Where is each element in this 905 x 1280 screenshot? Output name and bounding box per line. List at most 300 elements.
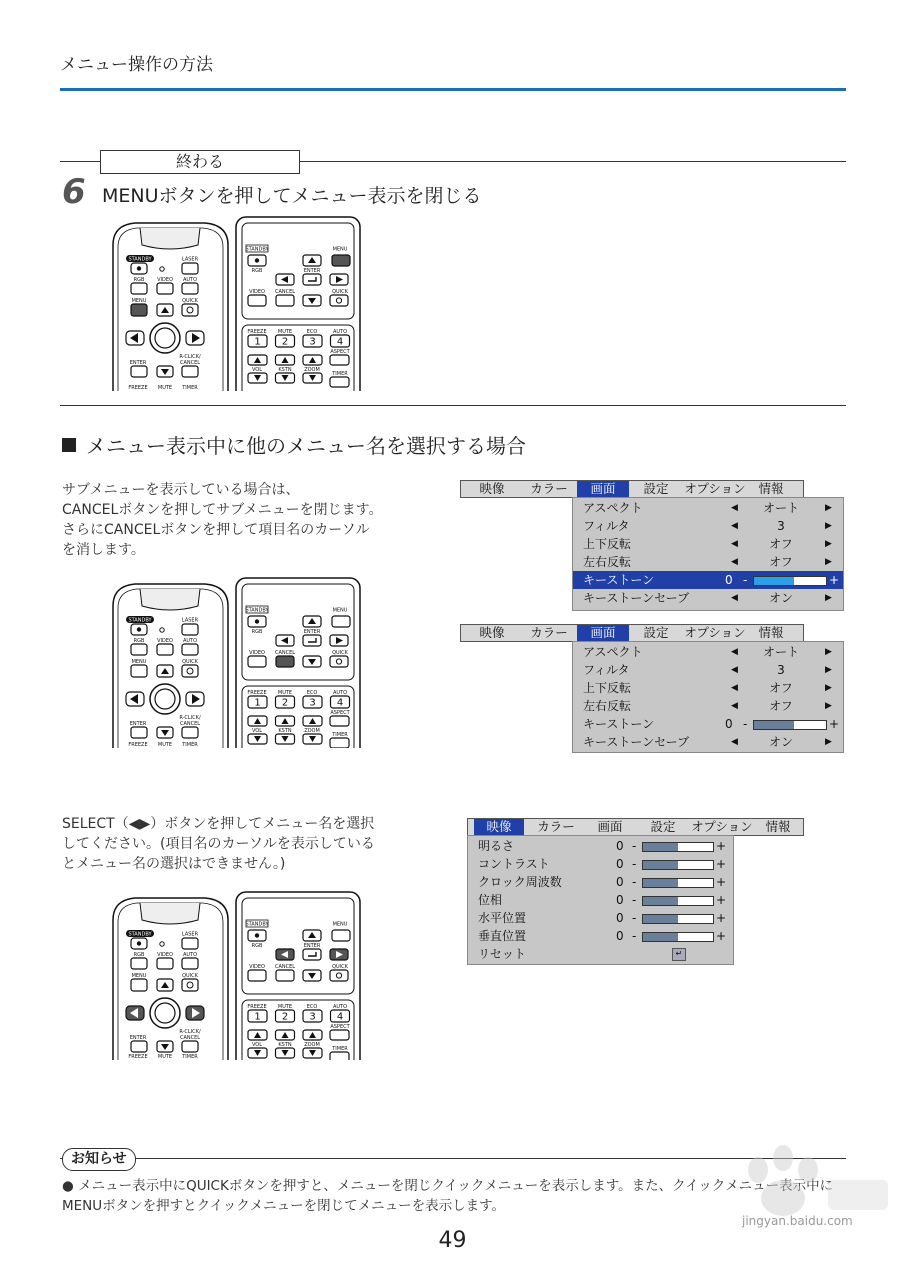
menu-row	[573, 553, 843, 571]
minus-icon: -	[632, 893, 637, 907]
arrow-left-icon: ◀	[731, 701, 738, 711]
remote-label: STANDBY	[245, 921, 269, 928]
remote-label: QUICK	[182, 659, 198, 665]
menu-row	[468, 891, 733, 909]
remote-label: QUICK	[332, 650, 348, 656]
menu-tab: 映像	[479, 481, 505, 496]
ir-window-icon	[140, 228, 200, 249]
arrow-right-icon: ▶	[825, 521, 832, 531]
menu-tab: 情報	[765, 819, 791, 834]
card-quick-button	[330, 295, 348, 306]
menu-tab: オプション	[684, 481, 746, 496]
card-cancel-button	[276, 295, 294, 306]
enter-lower-button	[131, 1041, 147, 1052]
arrow-left-icon: ◀	[731, 683, 738, 693]
remote-label: MUTE	[277, 329, 293, 335]
paragraph-line: CANCELボタンを押してサブメニューを閉じます。	[62, 502, 383, 518]
menu-tab: 映像	[474, 819, 524, 835]
menu-row-value: オフ	[769, 699, 793, 713]
menu-tab: 設定	[650, 819, 676, 834]
remote-label: RGB	[251, 943, 263, 949]
quick-button	[182, 665, 198, 677]
menu-row-value: オン	[768, 735, 793, 749]
menu-row	[573, 733, 843, 751]
menu-row-label: キーストーン	[583, 573, 655, 587]
remote-label: ASPECT	[330, 710, 350, 716]
card-number-label: 1	[254, 336, 261, 348]
section-title-text: メニュー表示中に他のメニュー名を選択する場合	[86, 434, 526, 458]
remote-label: FREEZE	[247, 690, 267, 696]
slider-track	[642, 932, 714, 942]
card-menu-button	[332, 255, 350, 266]
remote-label: AUTO	[182, 952, 198, 958]
auto-button	[182, 958, 198, 969]
remote-label: ECO	[306, 690, 318, 696]
card-number-label: 2	[281, 1011, 289, 1023]
remote-label: MUTE	[157, 1054, 173, 1060]
menu-row-value: オフ	[769, 555, 793, 569]
video-button	[157, 283, 173, 294]
menu-row-label: クロック周波数	[478, 875, 562, 889]
minus-icon: -	[632, 839, 637, 853]
remote-label: STANDBY	[128, 617, 152, 624]
remote-label: VOL	[251, 1042, 263, 1048]
minus-icon: -	[632, 857, 637, 871]
arrow-right-icon: ▶	[825, 647, 832, 657]
remote-label: FREEZE	[128, 385, 148, 391]
notice-badge: お知らせ	[62, 1148, 136, 1171]
remote-label: QUICK	[182, 973, 198, 979]
menu-tab: 設定	[643, 481, 669, 496]
remote-label: R-CLICK/	[179, 354, 201, 360]
remote-label: TIMER	[332, 732, 348, 738]
card-standby-dot-icon	[255, 258, 259, 262]
menu-tab: カラー	[530, 625, 568, 640]
card-cancel-button	[276, 656, 294, 667]
slider-track	[642, 860, 714, 870]
card-quick-button	[330, 656, 348, 667]
minus-icon: -	[743, 573, 748, 587]
menu-row	[573, 517, 843, 535]
menu-row-label: 左右反転	[583, 699, 632, 713]
remote-label: FREEZE	[128, 742, 148, 748]
arrow-left-icon: ◀	[731, 665, 738, 675]
enter-lower-button	[131, 366, 147, 377]
plus-icon: +	[829, 573, 840, 587]
remote-label: AUTO	[332, 690, 348, 696]
menu-row-label: 明るさ	[478, 839, 515, 853]
remote-label: MENU	[131, 973, 147, 979]
menu-row-label: キーストーンセーブ	[583, 735, 690, 749]
enter-button	[155, 689, 175, 709]
remote-label: FREEZE	[128, 1054, 148, 1060]
menu-row-label: アスペクト	[583, 501, 643, 515]
plus-icon: +	[716, 839, 727, 853]
remote-label: ASPECT	[330, 349, 350, 355]
remote-label: VIDEO	[157, 952, 173, 958]
card-menu-button	[332, 616, 350, 627]
card-enter-button	[303, 635, 321, 646]
remote-label: ENTER	[129, 1035, 147, 1041]
arrow-left-icon: ◀	[731, 557, 738, 567]
enter-button	[155, 328, 175, 348]
card-cancel-button	[276, 970, 294, 981]
minus-icon: -	[743, 717, 748, 731]
card-number-label: 3	[309, 697, 316, 709]
menu-tab: 情報	[758, 481, 784, 496]
menu-row-number: 0	[725, 717, 733, 731]
remote-label: CANCEL	[274, 650, 296, 656]
page-header-title: メニュー操作の方法	[60, 55, 213, 75]
auto-button	[182, 644, 198, 655]
menu-tab: カラー	[537, 819, 575, 834]
remote-label: STANDBY	[128, 256, 152, 263]
card-video-button	[248, 295, 266, 306]
menu-row-label: アスペクト	[583, 645, 643, 659]
menu-row	[573, 589, 843, 607]
screen-submenu-2	[572, 641, 844, 753]
rclick-button	[182, 727, 198, 738]
arrow-left-icon: ◀	[731, 539, 738, 549]
menu-row	[573, 697, 843, 715]
section-rule	[60, 405, 846, 406]
slider-track	[642, 842, 714, 852]
remote-label: MENU	[131, 659, 147, 665]
remote-label: LASER	[181, 617, 199, 624]
arrow-right-icon: ▶	[825, 539, 832, 549]
remote-label: ENTER	[303, 629, 321, 635]
menu-row	[468, 873, 733, 891]
remote-label: FREEZE	[247, 1004, 267, 1010]
card-video-button	[248, 656, 266, 667]
remote-label: QUICK	[332, 289, 348, 295]
paragraph-line: さらにCANCELボタンを押して項目名のカーソル	[62, 522, 370, 538]
menu-row	[573, 661, 843, 679]
remote-label: RGB	[251, 629, 263, 635]
menu-bar-2	[460, 624, 804, 642]
menu-tab: オプション	[691, 819, 753, 834]
remote-label: ECO	[306, 329, 318, 335]
menu-row	[468, 927, 733, 945]
remote-label: AUTO	[332, 1004, 348, 1010]
arrow-right-icon: ▶	[825, 683, 832, 693]
header-rule	[60, 88, 846, 91]
menu-row-label: コントラスト	[478, 857, 550, 871]
menu-row-value: オート	[762, 501, 799, 515]
remote-label: CANCEL	[179, 721, 201, 727]
remote-label: STANDBY	[128, 931, 152, 938]
remote-label: R-CLICK/	[179, 715, 201, 721]
page-number: 49	[438, 1228, 467, 1253]
remote-label: VOL	[251, 728, 263, 734]
remote-label: TIMER	[332, 371, 348, 377]
menu-row-label: 左右反転	[583, 555, 632, 569]
menu-row-number: 0	[725, 573, 733, 587]
menu-tab: 設定	[643, 625, 669, 640]
menu-row-label: リセット	[478, 947, 526, 961]
rclick-button	[182, 1041, 198, 1052]
menu-row	[573, 571, 843, 589]
arrow-left-icon: ◀	[731, 503, 738, 513]
remote-label: VIDEO	[249, 964, 265, 970]
menu-tab: 画面	[577, 481, 629, 497]
plus-icon: +	[716, 893, 727, 907]
auto-button	[182, 283, 198, 294]
arrow-left-icon: ◀	[731, 737, 738, 747]
paragraph-line: を消します。	[62, 542, 145, 558]
card-number-label: 1	[254, 697, 261, 709]
menu-button	[131, 979, 147, 991]
card-timer-button	[330, 377, 349, 387]
remote-label: TIMER	[182, 1054, 198, 1060]
arrow-right-icon: ▶	[825, 737, 832, 747]
remote-label: MENU	[131, 298, 147, 304]
menu-tab: カラー	[530, 481, 568, 496]
slider-fill	[643, 861, 678, 869]
arrow-right-icon: ▶	[825, 503, 832, 513]
remote-label: VIDEO	[157, 277, 173, 283]
card-timer-button	[330, 1052, 349, 1060]
card-aspect-button	[330, 1030, 349, 1040]
plus-icon: +	[716, 857, 727, 871]
card-standby-dot-icon	[255, 619, 259, 623]
menu-tab: 映像	[479, 625, 505, 640]
ir-window-icon	[140, 903, 200, 924]
menu-row-label: 上下反転	[583, 537, 632, 551]
menu-row	[573, 643, 843, 661]
slider-track	[753, 720, 827, 730]
minus-icon: -	[632, 911, 637, 925]
card-standby-dot-icon	[255, 933, 259, 937]
menu-row-number: 0	[616, 929, 624, 943]
remote-label: VIDEO	[157, 638, 173, 644]
arrow-left-icon: ◀	[731, 593, 738, 603]
remote-label: ECO	[306, 1004, 318, 1010]
menu-row-label: 位相	[478, 893, 503, 907]
image-submenu	[467, 835, 734, 965]
remote-label: MENU	[332, 246, 348, 253]
card-number-label: 4	[336, 336, 344, 348]
menu-row	[573, 535, 843, 553]
remote-label: VOL	[251, 367, 263, 373]
remote-illustration-2	[110, 576, 362, 748]
remote-label: FREEZE	[247, 329, 267, 335]
remote-label: LASER	[181, 931, 199, 938]
remote-illustration-3	[110, 890, 362, 1060]
menu-tab: オプション	[684, 625, 746, 640]
rgb-button	[131, 283, 147, 294]
menu-row-value: オフ	[769, 537, 793, 551]
remote-label: TIMER	[332, 1046, 348, 1052]
ir-window-icon	[140, 589, 200, 610]
video-button	[157, 644, 173, 655]
card-menu-button	[332, 930, 350, 941]
quick-button	[182, 979, 198, 991]
card-number-label: 3	[309, 1011, 316, 1023]
menu-row-label: フィルタ	[583, 663, 630, 677]
menu-row-number: 0	[616, 911, 624, 925]
paragraph-line: SELECT（◀▶）ボタンを押してメニュー名を選択	[62, 816, 375, 832]
arrow-right-icon: ▶	[825, 593, 832, 603]
menu-row	[468, 945, 733, 963]
menu-button	[131, 304, 147, 316]
remote-label: ENTER	[303, 943, 321, 949]
rgb-button	[131, 644, 147, 655]
enter-icon: ↵	[672, 948, 686, 961]
remote-label: ZOOM	[304, 728, 320, 734]
arrow-right-icon: ▶	[825, 665, 832, 675]
remote-label: RGB	[133, 952, 145, 958]
remote-label: RGB	[133, 277, 145, 283]
remote-label: CANCEL	[274, 289, 296, 295]
card-quick-button	[330, 970, 348, 981]
slider-fill	[643, 915, 678, 923]
paragraph-line: してください。(項目名のカーソルを表示している	[62, 836, 375, 852]
menu-row-number: 0	[616, 893, 624, 907]
menu-row-value: 3	[777, 519, 785, 533]
remote-label: VIDEO	[249, 289, 265, 295]
menu-row	[468, 855, 733, 873]
remote-label: CANCEL	[179, 360, 201, 366]
standby-dot-icon	[137, 266, 141, 270]
screen-submenu-1	[572, 497, 844, 611]
remote-label: MUTE	[157, 385, 173, 391]
remote-label: KSTN	[278, 367, 292, 373]
menu-row-value: 3	[777, 663, 785, 677]
remote-label: AUTO	[332, 329, 348, 335]
rgb-button	[131, 958, 147, 969]
section-title	[62, 430, 526, 459]
menu-button	[131, 665, 147, 677]
remote-label: QUICK	[182, 298, 198, 304]
menu-row-label: キーストーン	[583, 717, 655, 731]
menu-row-label: フィルタ	[583, 519, 630, 533]
remote-illustration-1	[110, 215, 362, 391]
led-icon	[160, 942, 164, 946]
remote-label: MENU	[332, 921, 348, 928]
laser-button	[182, 624, 198, 635]
rclick-button	[182, 366, 198, 377]
card-number-label: 1	[254, 1011, 261, 1023]
led-icon	[160, 267, 164, 271]
enter-button	[155, 1003, 175, 1023]
standby-dot-icon	[137, 627, 141, 631]
remote-label: VIDEO	[249, 650, 265, 656]
remote-label: RGB	[251, 268, 263, 274]
slider-fill	[754, 721, 794, 729]
card-number-label: 3	[309, 336, 316, 348]
remote-label: TIMER	[182, 385, 198, 391]
remote-label: STANDBY	[245, 246, 269, 253]
paragraph-line: とメニュー名の選択はできません。)	[62, 856, 286, 872]
paragraph-line: サブメニューを表示している場合は、	[62, 482, 300, 498]
card-enter-button	[303, 949, 321, 960]
slider-fill	[643, 843, 678, 851]
menu-tab: 情報	[758, 625, 784, 640]
menu-row-value: オート	[762, 645, 799, 659]
paragraph-select	[62, 814, 375, 874]
plus-icon: +	[829, 717, 840, 731]
remote-label: ASPECT	[330, 1024, 350, 1030]
arrow-right-icon: ▶	[825, 701, 832, 711]
remote-label: QUICK	[332, 964, 348, 970]
baidu-paw-watermark-icon	[728, 1140, 898, 1250]
standby-dot-icon	[137, 941, 141, 945]
menu-row	[573, 715, 843, 733]
remote-label: CANCEL	[274, 964, 296, 970]
remote-label: LASER	[181, 256, 199, 263]
paragraph-cancel	[62, 480, 383, 560]
card-number-label: 4	[336, 697, 344, 709]
square-bullet-icon	[62, 438, 76, 452]
menu-row-label: 垂直位置	[478, 929, 527, 943]
card-video-button	[248, 970, 266, 981]
menu-row	[573, 499, 843, 517]
slider-fill	[643, 933, 678, 941]
menu-bar-3	[467, 818, 804, 836]
quick-button	[182, 304, 198, 316]
menu-bar-1	[460, 480, 804, 498]
remote-label: RGB	[133, 638, 145, 644]
remote-label: MUTE	[157, 742, 173, 748]
led-icon	[160, 628, 164, 632]
arrow-left-icon: ◀	[731, 521, 738, 531]
remote-label: KSTN	[278, 1042, 292, 1048]
remote-label: R-CLICK/	[179, 1029, 201, 1035]
remote-label: AUTO	[182, 277, 198, 283]
notice-text: ● メニュー表示中にQUICKボタンを押すと、メニューを閉じクイックメニューを表示します。また、クイックメニュー表示中にMENUボタンを押すとクイックメニューを閉じてメニューを表示します。	[62, 1178, 834, 1214]
slider-fill	[643, 879, 678, 887]
menu-row	[573, 679, 843, 697]
menu-row-label: 水平位置	[478, 911, 527, 925]
remote-label: ZOOM	[304, 367, 320, 373]
watermark-text: jingyan.baidu.com	[742, 1214, 853, 1228]
remote-label: KSTN	[278, 728, 292, 734]
remote-label: MUTE	[277, 690, 293, 696]
menu-tab: 画面	[597, 819, 623, 834]
menu-tab: 画面	[577, 625, 629, 641]
step-number: 6	[62, 172, 86, 212]
video-button	[157, 958, 173, 969]
card-aspect-button	[330, 716, 349, 726]
minus-icon: -	[632, 929, 637, 943]
menu-row-value: オフ	[769, 681, 793, 695]
menu-row-number: 0	[616, 875, 624, 889]
remote-label: ZOOM	[304, 1042, 320, 1048]
remote-label: ENTER	[129, 360, 147, 366]
enter-lower-button	[131, 727, 147, 738]
slider-track	[642, 878, 714, 888]
card-aspect-button	[330, 355, 349, 365]
remote-label: AUTO	[182, 638, 198, 644]
remote-label: MENU	[332, 607, 348, 614]
menu-row-number: 0	[616, 839, 624, 853]
card-number-label: 2	[281, 697, 289, 709]
menu-row	[468, 837, 733, 855]
card-timer-button	[330, 738, 349, 748]
menu-row-value: オン	[768, 591, 793, 605]
arrow-right-icon: ▶	[825, 557, 832, 567]
menu-row	[468, 909, 733, 927]
menu-row-label: キーストーンセーブ	[583, 591, 690, 605]
minus-icon: -	[632, 875, 637, 889]
slider-track	[642, 914, 714, 924]
slider-fill	[754, 577, 794, 585]
step-instruction: MENUボタンを押してメニュー表示を閉じる	[102, 185, 482, 207]
plus-icon: +	[716, 911, 727, 925]
plus-icon: +	[716, 875, 727, 889]
arrow-left-icon: ◀	[731, 647, 738, 657]
